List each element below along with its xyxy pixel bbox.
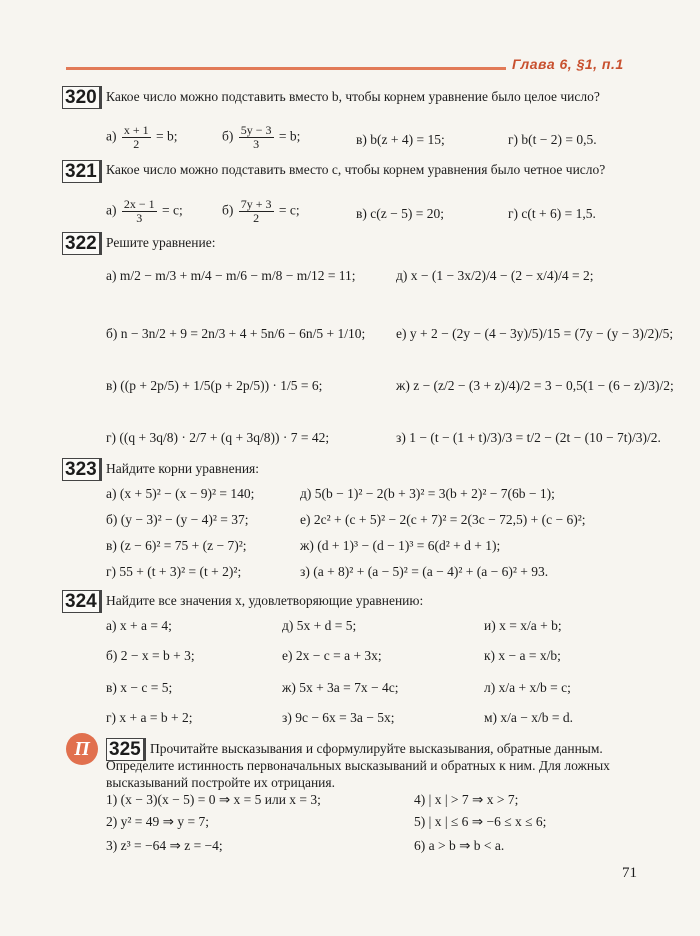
task-322-c: в) ((p + 2p/5) + 1/5(p + 2p/5)) · 1/5 = 6; <box>106 378 323 393</box>
task-324-m: м) x/a − x/b = d. <box>484 710 574 725</box>
task-324-l: л) x/a + x/b = c; <box>484 680 571 695</box>
task-325-s3: 3) z³ = −64 ⇒ z = −4; <box>106 838 223 853</box>
task-number-325: 325 <box>106 738 146 761</box>
task-number-322: 322 <box>62 232 102 255</box>
task-325-s4: 4) | x | > 7 ⇒ x > 7; <box>414 792 519 807</box>
task-322-e: д) x − (1 − 3x/2)/4 − (2 − x/4)/4 = 2; <box>396 268 594 283</box>
task-323-b: б) (y − 3)² − (y − 4)² = 37; <box>106 512 249 527</box>
task-324-e: д) 5x + d = 5; <box>282 618 357 633</box>
task-323-f: е) 2c² + (c + 5)² − 2(c + 7)² = 2(3c − 72,5) + (c − 6)²; <box>300 512 586 527</box>
task-324-d: г) x + a = b + 2; <box>106 710 193 725</box>
p-logo-icon: П <box>66 733 98 765</box>
task-324-c: в) x − c = 5; <box>106 680 173 695</box>
task-322-d: г) ((q + 3q/8) · 2/7 + (q + 3q/8)) · 7 = 42; <box>106 430 330 445</box>
task-324-a: а) x + a = 4; <box>106 618 172 633</box>
task-number-324: 324 <box>62 590 102 613</box>
task-323-h: з) (a + 8)² + (a − 5)² = (a − 4)² + (a − 6)² + 93. <box>300 564 549 579</box>
task-325-s6: 6) a > b ⇒ b < a. <box>414 838 505 853</box>
task-320-d: г) b(t − 2) = 0,5. <box>508 132 597 147</box>
task-320-b: б) $\frac{5y - 3}{3}$ = b; <box>222 123 301 151</box>
task-322-g: ж) z − (z/2 − (3 + z)/4)/2 = 3 − 0,5(1 − (6 − z)/3)/2; <box>396 378 674 393</box>
task-324-f: е) 2x − c = a + 3x; <box>282 648 382 663</box>
task-322-h: з) 1 − (t − (1 + t)/3)/3 = t/2 − (2t − (10 − 7t)/3)/2. <box>396 430 661 445</box>
task-324-text: Найдите все значения x, удовлетворяющие уравнению: <box>106 593 424 608</box>
task-322-b: б) n − 3n/2 + 9 = 2n/3 + 4 + 5n/6 − 6n/5 + 1/10; <box>106 326 366 341</box>
task-323-a: а) (x + 5)² − (x − 9)² = 140; <box>106 486 255 501</box>
task-320-text: Какое число можно подставить вместо b, чтобы корнем уравнение было целое число? <box>106 89 600 104</box>
task-325-s2: 2) y² = 49 ⇒ y = 7; <box>106 814 209 829</box>
task-321-b: б) $\frac{7y + 3}{2}$ = c; <box>222 197 300 225</box>
task-322-f: е) y + 2 − (2y − (4 − 3y)/5)/15 = (7y − (y − 3)/2)/5; <box>396 326 674 341</box>
task-323-d: г) 55 + (t + 3)² = (t + 2)²; <box>106 564 242 579</box>
task-323-e: д) 5(b − 1)² − 2(b + 3)² = 3(b + 2)² − 7(6b − 1); <box>300 486 555 501</box>
task-324-i: и) x = x/a + b; <box>484 618 562 633</box>
task-322-text: Решите уравнение: <box>106 235 216 250</box>
task-323-text: Найдите корни уравнения: <box>106 461 260 476</box>
task-321-text: Какое число можно подставить вместо c, чтобы корнем уравнения было четное число? <box>106 162 606 177</box>
task-324-k: к) x − a = x/b; <box>484 648 561 663</box>
task-number-321: 321 <box>62 160 102 183</box>
task-325-s1: 1) (x − 3)(x − 5) = 0 ⇒ x = 5 или x = 3; <box>106 792 321 807</box>
chapter-heading: Глава 6, §1, п.1 <box>512 56 624 72</box>
task-324-g: ж) 5x + 3a = 7x − 4c; <box>282 680 399 695</box>
task-321-a: а) $\frac{2x - 1}{3}$ = c; <box>106 197 183 225</box>
task-322-a: а) m/2 − m/3 + m/4 − m/6 − m/8 − m/12 = 11; <box>106 268 356 283</box>
task-321-d: г) c(t + 6) = 1,5. <box>508 206 596 221</box>
task-320-a: а) $\frac{x + 1}{2}$ = b; <box>106 123 178 151</box>
task-321-c: в) c(z − 5) = 20; <box>356 206 444 221</box>
task-324-b: б) 2 − x = b + 3; <box>106 648 195 663</box>
chapter-rule <box>66 67 506 70</box>
task-323-g: ж) (d + 1)³ − (d − 1)³ = 6(d² + d + 1); <box>300 538 501 553</box>
task-325-s5: 5) | x | ≤ 6 ⇒ −6 ≤ x ≤ 6; <box>414 814 547 829</box>
task-320-c: в) b(z + 4) = 15; <box>356 132 445 147</box>
task-323-c: в) (z − 6)² = 75 + (z − 7)²; <box>106 538 247 553</box>
task-number-323: 323 <box>62 458 102 481</box>
task-325-text: Прочитайте высказывания и сформулируйте высказывания, обратные данным. Определите истинность первоначальных высказываний и обратных к ним. Для ложных высказываний постройте их отрицания. <box>106 741 610 790</box>
task-324-h: з) 9c − 6x = 3a − 5x; <box>282 710 395 725</box>
page-number: 71 <box>622 865 637 881</box>
task-number-320: 320 <box>62 86 102 109</box>
